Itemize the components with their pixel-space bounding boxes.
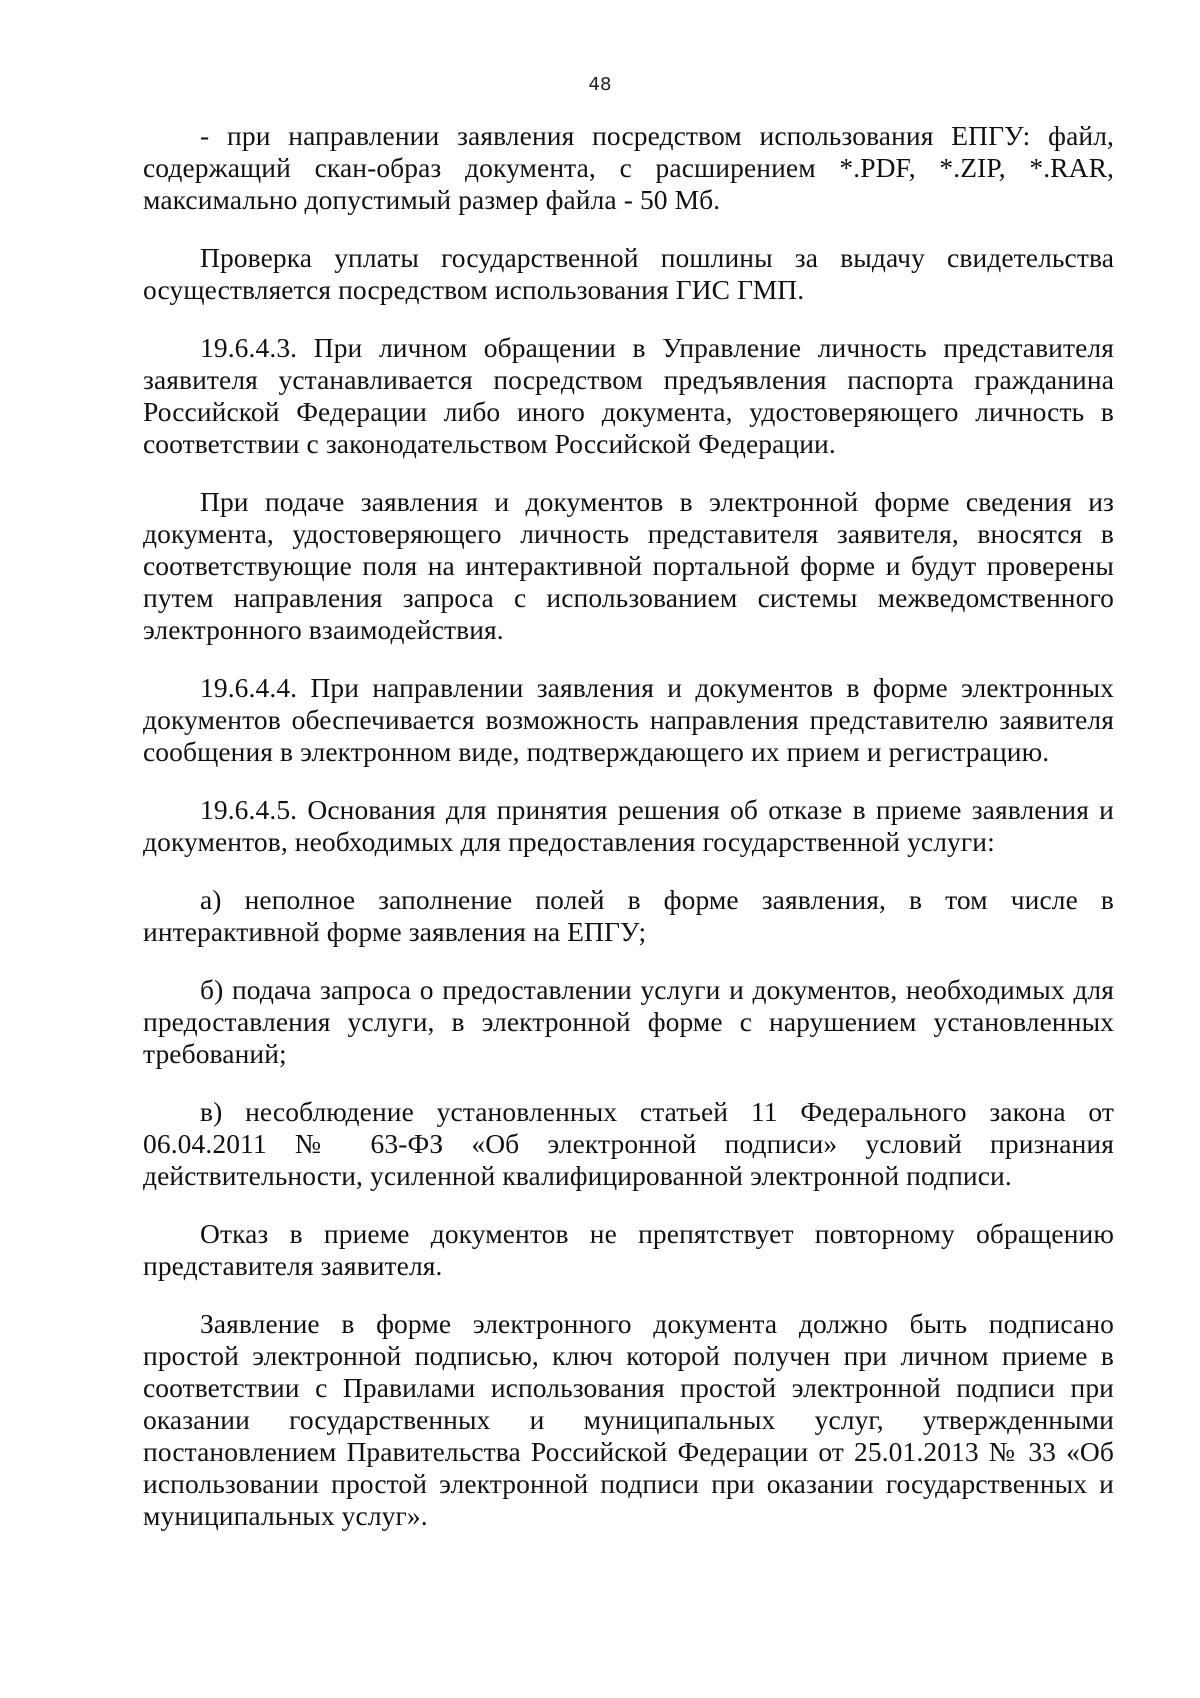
list-item-v: в) несоблюдение установленных статьей 11 Федерального закона от 06.04.2011 № 63-ФЗ «Об электронной подписи» условий признания действительности, усиленной квалифицированной электронной подписи. [143, 1096, 1114, 1191]
document-body [143, 120, 1114, 1558]
page-number: 48 [588, 74, 612, 95]
paragraph-19-6-4-4: 19.6.4.4. При направлении заявления и документов в форме электронных документов обеспечивается возможность направления представителю заявителя сообщения в электронном виде, подтверждающего их прием и регистрацию. [143, 672, 1114, 767]
paragraph-file-format: - при направлении заявления посредством использования ЕПГУ: файл, содержащий скан-образ документа, с расширением *.PDF, *.ZIP, *.RAR, максимально допустимый размер файла - 50 Мб. [143, 120, 1114, 215]
paragraph-duty-check: Проверка уплаты государственной пошлины за выдачу свидетельства осуществляется посредством использования ГИС ГМП. [143, 242, 1114, 305]
paragraph-refusal-note: Отказ в приеме документов не препятствует повторному обращению представителя заявителя. [143, 1218, 1114, 1281]
paragraph-electronic-signature: Заявление в форме электронного документа должно быть подписано простой электронной подписью, ключ которой получен при личном приеме в соответствии с Правилами использования простой электронной подписи при оказании государственных и муниципальных услуг, утвержденными постановлением Правительства Российской Федерации от 25.01.2013 № 33 «Об использовании простой электронной подписи при оказании государственных и муниципальных услуг». [143, 1308, 1114, 1531]
list-item-b: б) подача запроса о предоставлении услуги и документов, необходимых для предоставления услуги, в электронной форме с нарушением установленных требований; [143, 974, 1114, 1069]
paragraph-19-6-4-3: 19.6.4.3. При личном обращении в Управление личность представителя заявителя устанавливается посредством предъявления паспорта гражданина Российской Федерации либо иного документа, удостоверяющего личность в соответствии с законодательством Российской Федерации. [143, 332, 1114, 459]
paragraph-19-6-4-5: 19.6.4.5. Основания для принятия решения об отказе в приеме заявления и документов, необходимых для предоставления государственной услуги: [143, 794, 1114, 857]
paragraph-electronic-submission: При подаче заявления и документов в электронной форме сведения из документа, удостоверяющего личность представителя заявителя, вносятся в соответствующие поля на интерактивной портальной форме и будут проверены путем направления запроса с использованием системы межведомственного электронного взаимодействия. [143, 486, 1114, 645]
list-item-a: а) неполное заполнение полей в форме заявления, в том числе в интерактивной форме заявления на ЕПГУ; [143, 884, 1114, 947]
